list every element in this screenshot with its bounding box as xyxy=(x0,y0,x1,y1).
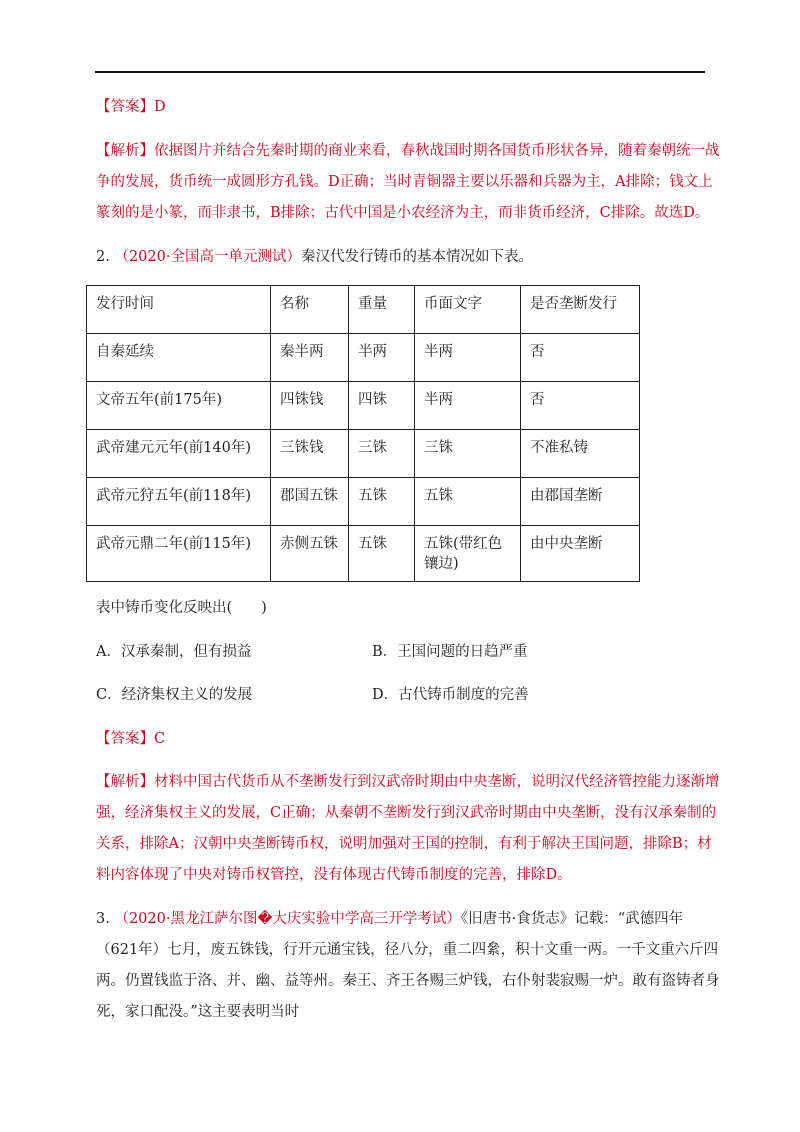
coin-table xyxy=(86,285,640,582)
q2-answer xyxy=(96,729,165,749)
q2-stem-text: 秦汉代发行铸币的基本情况如下表。 xyxy=(300,249,533,265)
q2-option-b: B．王国问题的日趋严重 xyxy=(372,644,528,660)
table-cell: 不准私铸 xyxy=(521,430,640,478)
table-cell: 由郡国垄断 xyxy=(521,478,640,526)
q1-answer-value: D xyxy=(154,99,166,115)
table-header-cell: 是否垄断发行 xyxy=(521,286,640,334)
table-row xyxy=(87,334,640,382)
table-cell: 武帝元鼎二年(前115年) xyxy=(87,526,271,582)
table-header-cell: 币面文字 xyxy=(415,286,521,334)
q2-source: （2020·全国高一单元测试） xyxy=(114,249,301,265)
header-rule xyxy=(95,71,705,73)
table-cell: 四铢钱 xyxy=(271,382,349,430)
table-cell: 五铢 xyxy=(415,478,521,526)
q1-analysis-line-3: 篆刻的是小篆，而非隶书，B排除；古代中国是小农经济为主，而非货币经济，C排除。故选D。 xyxy=(96,205,710,221)
q2-analysis-line-3: 关系，排除A；汉朝中央垄断铸币权，说明加强对王国的控制，有利于解决王国问题，排除B；材 xyxy=(96,836,712,852)
table-cell: 赤侧五铢 xyxy=(271,526,349,582)
table-cell: 三铢 xyxy=(415,430,521,478)
q3-stem-line-2: （621年）七月，废五铢钱，行开元通宝钱，径八分，重二四絫，积十文重一两。一千文重六斤四 xyxy=(96,942,719,958)
table-cell: 半两 xyxy=(415,382,521,430)
table-cell: 武帝元狩五年(前118年) xyxy=(87,478,271,526)
q2-answer-value: C xyxy=(154,731,166,747)
table-cell: 由中央垄断 xyxy=(521,526,640,582)
q1-analysis-label: 【解析】 xyxy=(96,143,154,159)
q2-option-c: C．经济集权主义的发展 xyxy=(96,687,253,703)
table-cell: 五铢(带红色镶边) xyxy=(415,526,521,582)
q2-analysis-line-1: 【解析】材料中国古代货币从不垄断发行到汉武帝时期由中央垄断，说明汉代经济管控能力逐渐增 xyxy=(96,774,720,790)
table-cell: 武帝建元元年(前140年) xyxy=(87,430,271,478)
table-cell: 秦半两 xyxy=(271,334,349,382)
q2-analysis-line-2: 强，经济集权主义的发展，C正确；从秦朝不垄断发行到汉武帝时期由中央垄断，没有汉承秦制的 xyxy=(96,805,717,821)
q3-stem-line-3: 两。仍置钱监于洛、并、幽、益等州。秦王、齐王各赐三炉钱，右仆射裴寂赐一炉。敢有盗铸者身 xyxy=(96,973,720,989)
table-cell: 四铢 xyxy=(349,382,415,430)
q1-answer xyxy=(96,97,166,117)
q1-answer-label: 【答案】 xyxy=(96,99,154,115)
table-cell: 三铢钱 xyxy=(271,430,349,478)
table-row xyxy=(87,430,640,478)
q1-analysis-line-1: 【解析】依据图片并结合先秦时期的商业来看，春秋战国时期各国货币形状各异，随着秦朝统一战 xyxy=(96,143,720,159)
q3-source: （2020·黑龙江萨尔图�大庆实验中学高三开学考试） xyxy=(114,911,461,927)
q2-analysis-line-4: 料内容体现了中央对铸币权管控，没有体现古代铸币制度的完善，排除D。 xyxy=(96,867,572,883)
table-row xyxy=(87,526,640,582)
table-cell: 三铢 xyxy=(349,430,415,478)
table-cell: 文帝五年(前175年) xyxy=(87,382,271,430)
q2-answer-label: 【答案】 xyxy=(96,731,154,747)
table-row xyxy=(87,382,640,430)
table-header-cell: 名称 xyxy=(271,286,349,334)
table-cell: 自秦延续 xyxy=(87,334,271,382)
table-header-cell: 发行时间 xyxy=(87,286,271,334)
q2-option-d: D．古代铸币制度的完善 xyxy=(372,687,529,703)
q2-stem xyxy=(96,247,533,267)
table-header-cell: 重量 xyxy=(349,286,415,334)
table-cell: 半两 xyxy=(415,334,521,382)
q1-analysis-line-2: 争的发展，货币统一成圆形方孔钱。D正确；当时青铜器主要以乐器和兵器为主，A排除；钱文上 xyxy=(96,174,713,190)
table-cell: 否 xyxy=(521,382,640,430)
q3-number: 3. xyxy=(96,911,110,927)
q3-stem-line-4: 死，家口配没。”这主要表明当时 xyxy=(96,1004,300,1020)
q2-number: 2. xyxy=(96,249,110,265)
table-cell: 郡国五铢 xyxy=(271,478,349,526)
table-row xyxy=(87,478,640,526)
table-cell: 五铢 xyxy=(349,478,415,526)
table-cell: 五铢 xyxy=(349,526,415,582)
q2-question: 表中铸币变化反映出( ) xyxy=(96,600,267,616)
table-cell: 否 xyxy=(521,334,640,382)
table-cell: 半两 xyxy=(349,334,415,382)
q2-option-a: A．汉承秦制，但有损益 xyxy=(96,644,252,660)
q2-analysis-label: 【解析】 xyxy=(96,774,154,790)
table-header-row xyxy=(87,286,640,334)
q3-stem-first: 《旧唐书·食货志》记载：“武德四年 xyxy=(460,911,684,927)
q3-stem xyxy=(96,909,683,929)
